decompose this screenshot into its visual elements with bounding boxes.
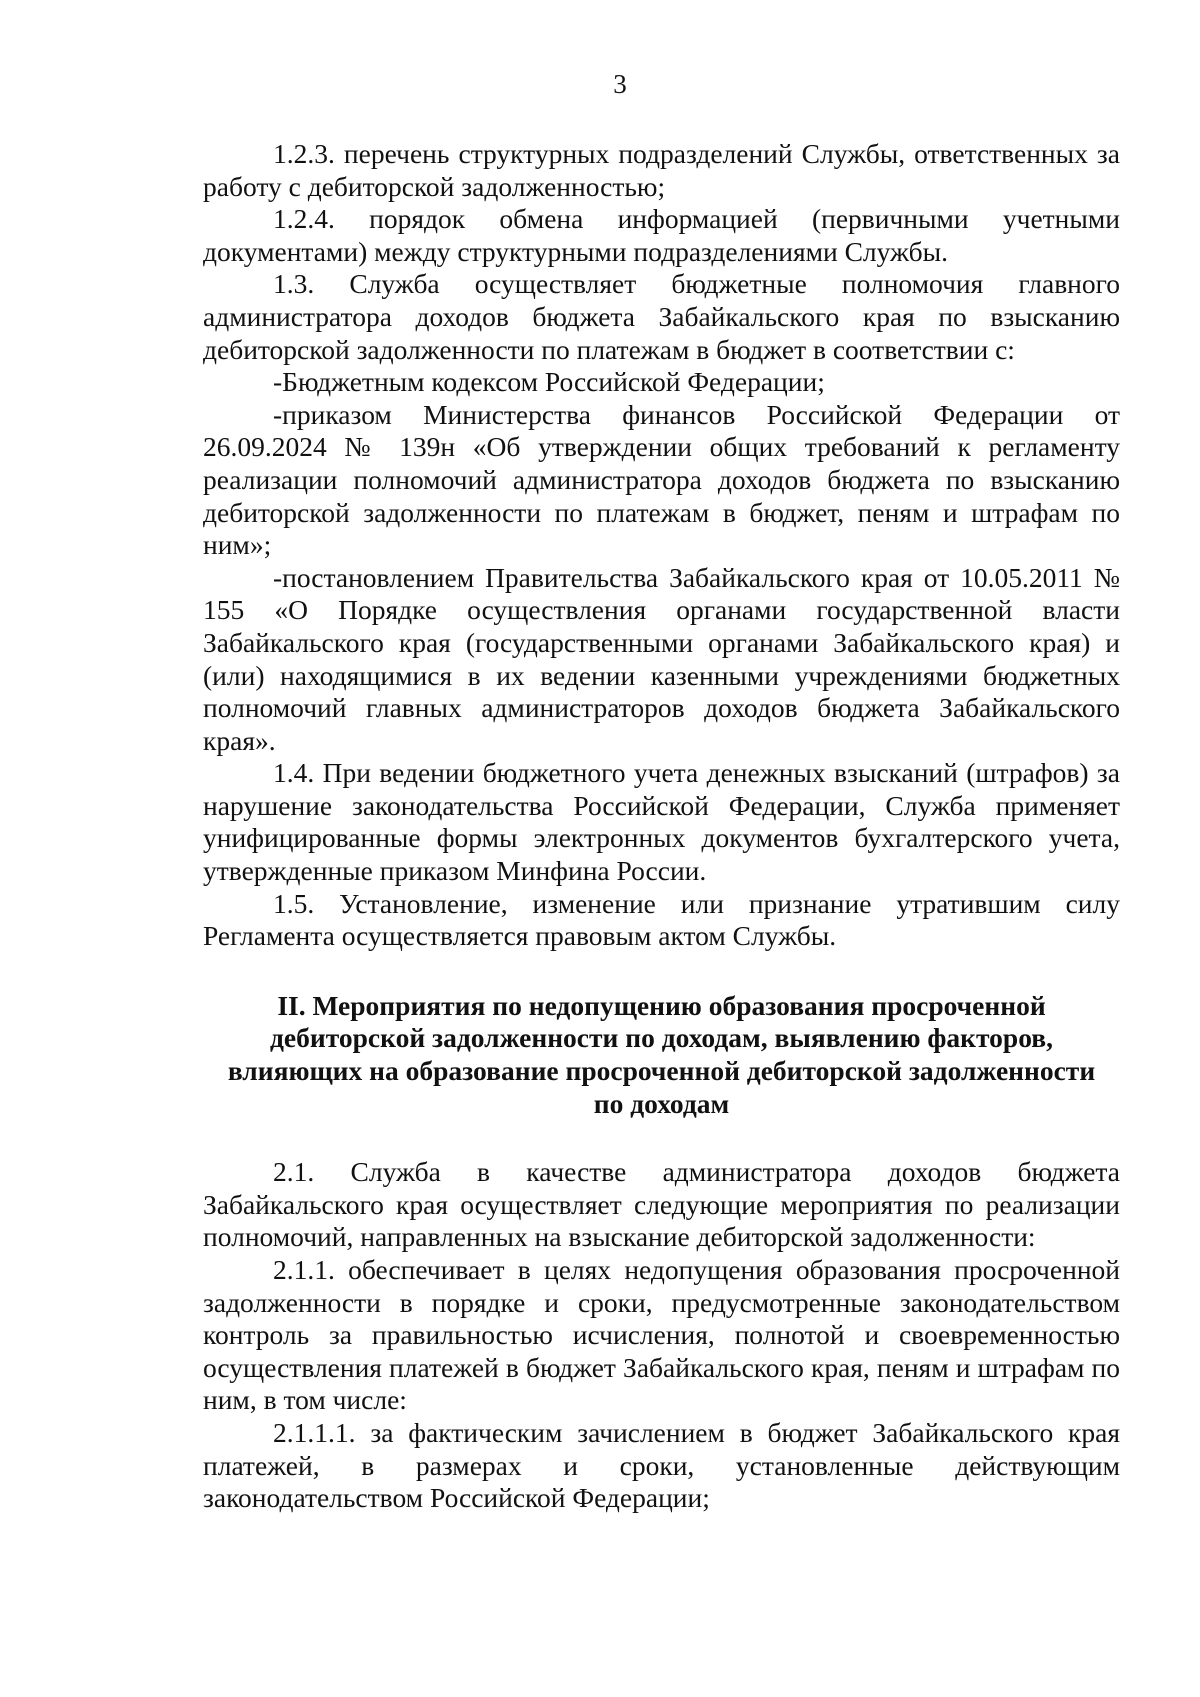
paragraph-1-2-3: 1.2.3. перечень структурных подразделений Службы, ответственных за работу с дебиторской задолженностью; — [203, 138, 1120, 202]
paragraph-2-1-1-1: 2.1.1.1. за фактическим зачислением в бюджет Забайкальского края платежей, в размерах и сроки, установленные действующим законодательством Российской Федерации; — [203, 1416, 1120, 1514]
paragraph-1-4: 1.4. При ведении бюджетного учета денежных взысканий (штрафов) за нарушение законодательства Российской Федерации, Служба применяет унифицированные формы электронных документов бухгалтерского учета, утвержденные приказом Минфина России. — [203, 757, 1120, 887]
document-body — [203, 138, 1120, 1515]
paragraph-1-3: 1.3. Служба осуществляет бюджетные полномочия главного администратора доходов бюджета Забайкальского края по взысканию дебиторской задолженности по платежам в бюджет в соответствии с: — [203, 268, 1120, 365]
paragraph-2-1-1: 2.1.1. обеспечивает в целях недопущения образования просроченной задолженности в порядке и сроки, предусмотренные законодательством контроль за правильностью исчисления, полнотой и своевременностью осуществления платежей в бюджет Забайкальского края, пеням и штрафам по ним, в том числе: — [203, 1254, 1120, 1416]
paragraph-1-5: 1.5. Установление, изменение или признание утратившим силу Регламента осуществляется правовым актом Службы. — [203, 887, 1120, 952]
list-item-government-decree: -постановлением Правительства Забайкальского края от 10.05.2011 № 155 «О Порядке осуществления органами государственной власти Забайкальского края (государственными органами Забайкальского края) и (или) находящимися в их ведении казенными учреждениями бюджетных полномочий главных администраторов доходов бюджета Забайкальского края». — [203, 561, 1120, 756]
paragraph-2-1: 2.1. Служба в качестве администратора доходов бюджета Забайкальского края осуществляет следующие мероприятия по реализации полномочий, направленных на взыскание дебиторской задолженности: — [203, 1156, 1120, 1253]
section-heading: II. Мероприятия по недопущению образования просроченной дебиторской задолженности по доходам, выявлению факторов, влияющих на образование просроченной дебиторской задолженности по доходам — [227, 989, 1096, 1119]
list-item-budget-code: -Бюджетным кодексом Российской Федерации; — [273, 366, 825, 398]
page-number: 3 — [613, 69, 627, 99]
list-item-ministry-order: -приказом Министерства финансов Российской Федерации от 26.09.2024 № 139н «Об утверждении общих требований к регламенту реализации полномочий администратора доходов бюджета по взысканию дебиторской задолженности по платежам в бюджет, пеням и штрафам по ним»; — [203, 398, 1120, 561]
paragraph-1-2-4: 1.2.4. порядок обмена информацией (первичными учетными документами) между структурными подразделениями Службы. — [203, 203, 1120, 267]
